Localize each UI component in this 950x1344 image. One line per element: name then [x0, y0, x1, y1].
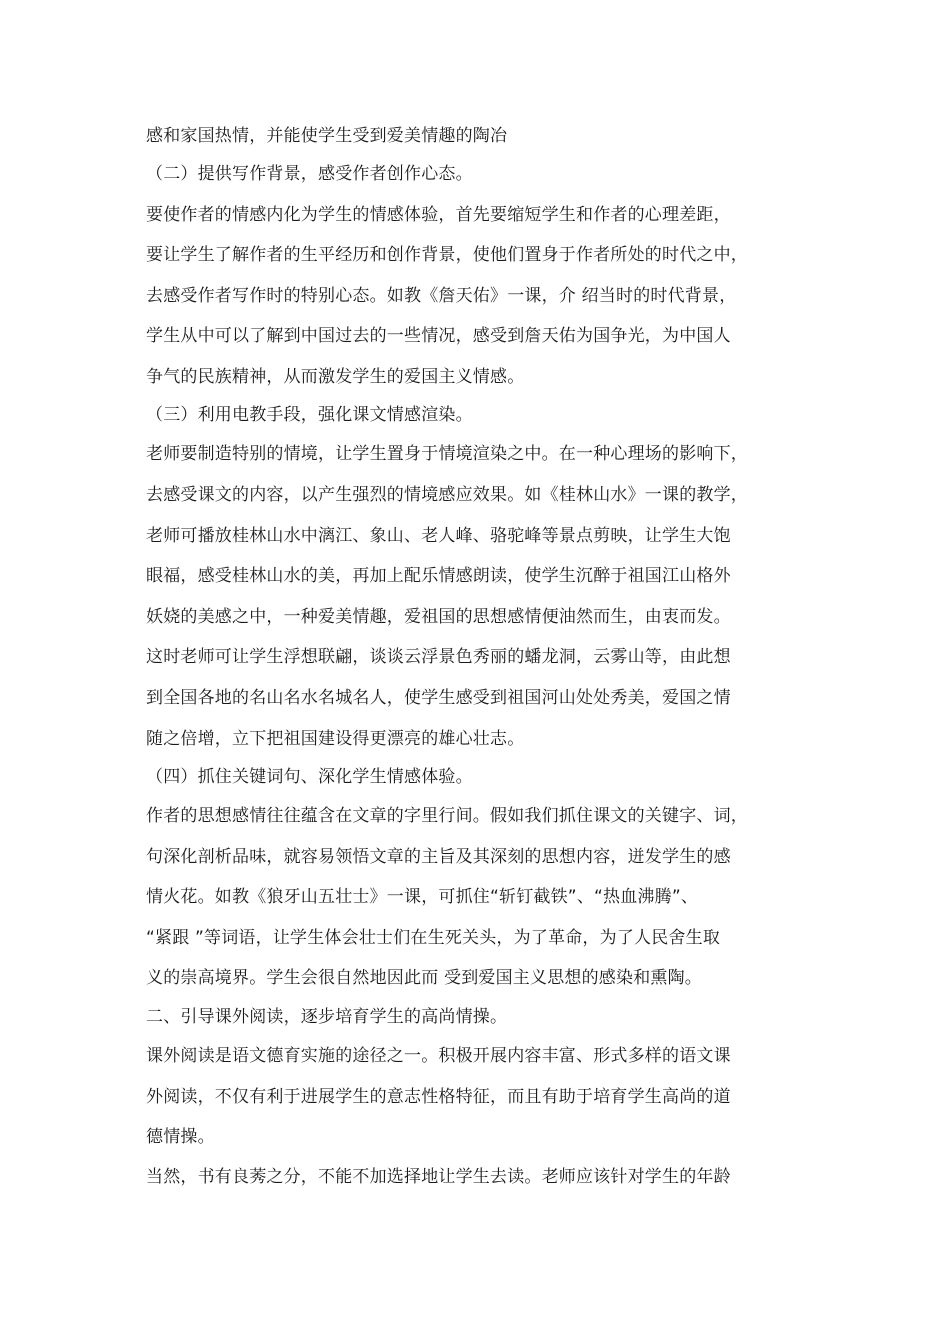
section-heading-2: （二）提供写作背景，感受作者创作心态。 [146, 164, 473, 184]
paragraph-line: 课外阅读是语文德育实施的途径之一。积极开展内容丰富、形式多样的语文课 [146, 1046, 731, 1066]
paragraph-line: 妖娆的美感之中，一种爱美情趣，爱祖国的思想感情便油然而生，由衷而发。 [146, 607, 731, 627]
paragraph-line: 这时老师可让学生浮想联翩，谈谈云浮景色秀丽的蟠龙洞，云雾山等，由此想 [146, 647, 731, 667]
paragraph-line: “紧跟 ”等词语，让学生体会壮士们在生死关头，为了革命，为了人民舍生取 [146, 928, 721, 948]
paragraph-line: 眼福，感受桂林山水的美，再加上配乐情感朗读，使学生沉醉于祖国江山格外 [146, 566, 731, 586]
paragraph-line: 德情操。 [146, 1127, 215, 1147]
paragraph-line: 当然，书有良莠之分，不能不加选择地让学生去读。老师应该针对学生的年龄 [146, 1167, 731, 1187]
paragraph-line: 到全国各地的名山名水名城名人，使学生感受到祖国河山处处秀美，爱国之情 [146, 688, 731, 708]
paragraph-line: 作者的思想感情往往蕴含在文章的字里行间。假如我们抓住课文的关键字、词， [146, 806, 748, 826]
paragraph-line: 义的崇高境界。学生会很自然地因此而 受到爱国主义思想的感染和熏陶。 [146, 968, 703, 988]
paragraph-line: 老师要制造特别的情境，让学生置身于情境渲染之中。在一种心理场的影响下， [146, 444, 748, 464]
paragraph-line: 外阅读，不仅有利于进展学生的意志性格特征，而且有助于培育学生高尚的道 [146, 1087, 731, 1107]
paragraph-line: 感和家国热情，并能使学生受到爱美情趣的陶冶 [146, 126, 508, 146]
paragraph-line: 去感受课文的内容，以产生强烈的情境感应效果。如《桂林山水》一课的教学， [146, 485, 748, 505]
paragraph-line: 要使作者的情感内化为学生的情感体验，首先要缩短学生和作者的心理差距， [146, 205, 731, 225]
paragraph-line: 情火花。如教《狼牙山五壮士》一课，可抓住“斩钉截铁”、“热血沸腾”、 [146, 887, 699, 907]
paragraph-line: 句深化剖析品味，就容易领悟文章的主旨及其深刻的思想内容，迸发学生的感 [146, 847, 731, 867]
paragraph-line: 学生从中可以了解到中国过去的一些情况，感受到詹天佑为国争光，为中国人 [146, 326, 731, 346]
paragraph-line: 老师可播放桂林山水中漓江、象山、老人峰、骆驼峰等景点剪映，让学生大饱 [146, 526, 731, 546]
paragraph-line: 要让学生了解作者的生平经历和创作背景，使他们置身于作者所处的时代之中， [146, 245, 748, 265]
paragraph-line: 去感受作者写作时的特别心态。如教《詹天佑》一课，介 绍当时的时代背景， [146, 286, 737, 306]
paragraph-line: 争气的民族精神，从而激发学生的爱国主义情感。 [146, 367, 525, 387]
paragraph-line: 随之倍增，立下把祖国建设得更漂亮的雄心壮志。 [146, 729, 525, 749]
section-heading-3: （三）利用电教手段，强化课文情感渲染。 [146, 405, 473, 425]
section-heading-main-2: 二、引导课外阅读，逐步培育学生的高尚情操。 [146, 1007, 508, 1027]
section-heading-4: （四）抓住关键词句、深化学生情感体验。 [146, 767, 473, 787]
